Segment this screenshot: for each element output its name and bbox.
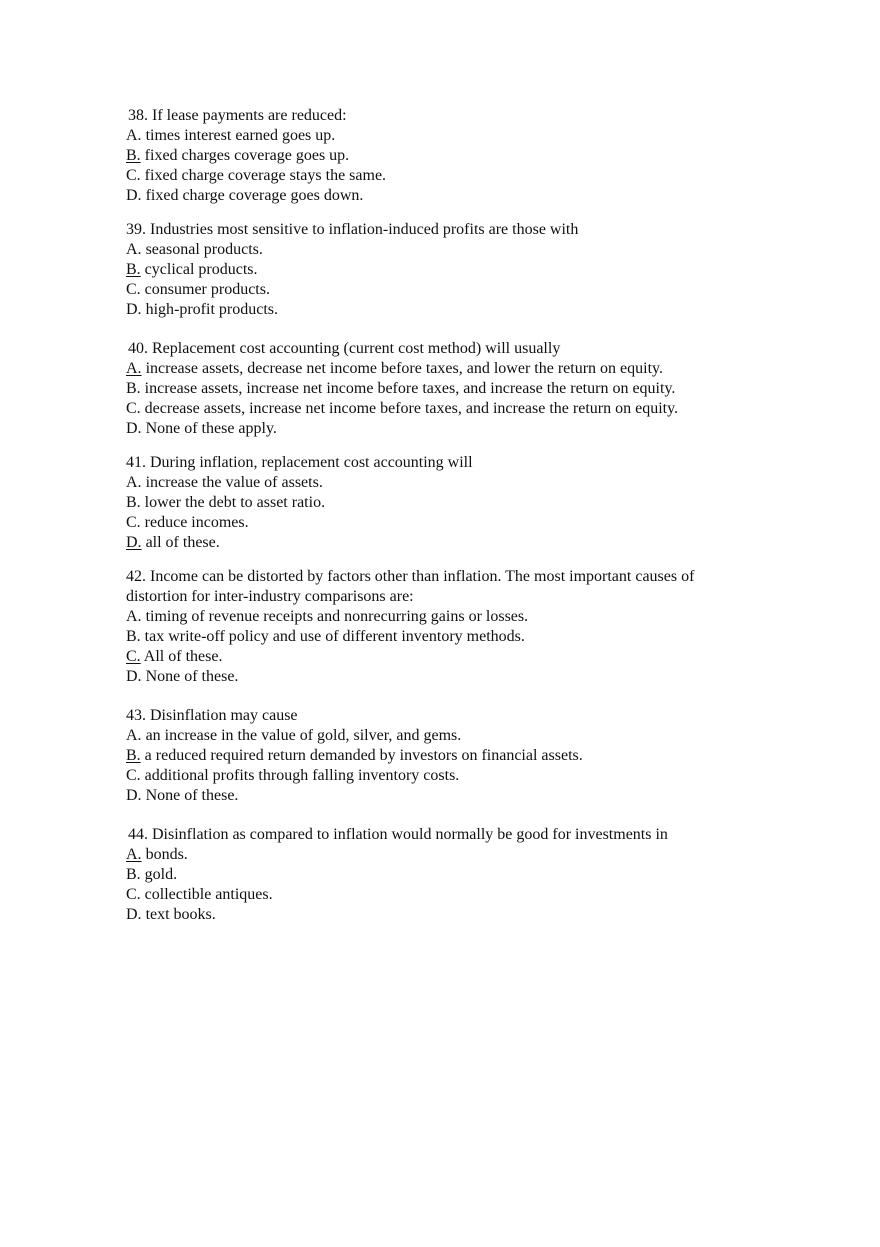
option-text: fixed charges coverage goes up.: [144, 147, 350, 164]
option-letter: C.: [126, 167, 141, 184]
option-text: a reduced required return demanded by investors on financial assets.: [144, 747, 583, 764]
option-text: consumer products.: [144, 281, 270, 298]
answer-option: [126, 419, 766, 439]
question-stem: 38. If lease payments are reduced:: [128, 107, 347, 124]
option-text: collectible antiques.: [144, 886, 273, 903]
option-letter: D.: [126, 301, 142, 318]
option-text: timing of revenue receipts and nonrecurring gains or losses.: [145, 608, 529, 625]
option-text: text books.: [145, 906, 216, 923]
option-text: times interest earned goes up.: [145, 127, 336, 144]
option-letter-correct: A.: [126, 846, 142, 863]
answer-option: [126, 845, 766, 865]
option-text: seasonal products.: [145, 241, 263, 258]
option-letter: B.: [126, 494, 141, 511]
option-text: all of these.: [145, 534, 220, 551]
option-text: cyclical products.: [144, 261, 258, 278]
answer-option: [126, 473, 766, 493]
option-letter: A.: [126, 241, 142, 258]
option-letter: A.: [126, 608, 142, 625]
option-text: fixed charge coverage stays the same.: [144, 167, 387, 184]
answer-option: [126, 399, 766, 419]
option-text: lower the debt to asset ratio.: [144, 494, 326, 511]
option-letter: B.: [126, 628, 141, 645]
answer-option: [126, 280, 766, 300]
answer-option: [126, 513, 766, 533]
question-stem: 44. Disinflation as compared to inflation would normally be good for investments in: [128, 826, 668, 843]
option-text: increase assets, decrease net income before taxes, and lower the return on equity.: [145, 360, 663, 377]
answer-option: [126, 166, 766, 186]
option-text: None of these.: [145, 668, 239, 685]
option-letter: A.: [126, 727, 142, 744]
option-text: None of these.: [145, 787, 239, 804]
option-letter: C.: [126, 767, 141, 784]
question-43: [126, 706, 766, 806]
question-44: [126, 825, 766, 925]
answer-option: [126, 146, 766, 166]
option-text: increase the value of assets.: [145, 474, 323, 491]
question-40: [126, 339, 766, 439]
answer-option: [126, 379, 766, 399]
option-letter: A.: [126, 474, 142, 491]
option-letter-correct: B.: [126, 147, 141, 164]
question-stem: 39. Industries most sensitive to inflation-induced profits are those with: [126, 221, 579, 238]
answer-option: [126, 647, 756, 667]
answer-option: [126, 359, 766, 379]
option-letter: D.: [126, 420, 142, 437]
question-39: [126, 220, 766, 320]
answer-option: [126, 766, 766, 786]
answer-option: [126, 533, 766, 553]
answer-option: [126, 493, 766, 513]
option-letter: D.: [126, 668, 142, 685]
answer-option: [126, 260, 766, 280]
option-letter: D.: [126, 906, 142, 923]
option-text: None of these apply.: [145, 420, 277, 437]
option-letter: C.: [126, 514, 141, 531]
answer-option: [126, 865, 766, 885]
answer-option: [126, 905, 766, 925]
option-text: fixed charge coverage goes down.: [145, 187, 364, 204]
option-text: reduce incomes.: [144, 514, 249, 531]
option-text: tax write-off policy and use of different inventory methods.: [144, 628, 525, 645]
answer-option: [126, 746, 766, 766]
option-text: increase assets, increase net income before taxes, and increase the return on equity.: [144, 380, 676, 397]
option-letter: B.: [126, 866, 141, 883]
option-letter: D.: [126, 187, 142, 204]
option-letter: C.: [126, 281, 141, 298]
option-letter-correct: A.: [126, 360, 142, 377]
answer-option: [126, 786, 766, 806]
option-letter-correct: B.: [126, 261, 141, 278]
question-41: [126, 453, 766, 553]
option-text: gold.: [144, 866, 178, 883]
question-stem: 43. Disinflation may cause: [126, 707, 298, 724]
answer-option: [126, 126, 766, 146]
option-text: high-profit products.: [145, 301, 278, 318]
option-letter-correct: B.: [126, 747, 141, 764]
option-text: All of these.: [143, 648, 223, 665]
question-stem: 41. During inflation, replacement cost accounting will: [126, 454, 473, 471]
answer-option: [126, 726, 766, 746]
option-letter: D.: [126, 787, 142, 804]
answer-option: [126, 607, 756, 627]
question-42: [126, 567, 756, 687]
answer-option: [126, 240, 766, 260]
option-text: bonds.: [145, 846, 188, 863]
answer-option: [126, 885, 766, 905]
option-letter: B.: [126, 380, 141, 397]
answer-option: [126, 627, 756, 647]
question-stem: 42. Income can be distorted by factors other than inflation. The most important causes of distortion for inter-industry comparisons are:: [126, 568, 695, 605]
question-stem: 40. Replacement cost accounting (current cost method) will usually: [128, 340, 561, 357]
answer-option: [126, 300, 766, 320]
option-text: decrease assets, increase net income before taxes, and increase the return on equity.: [144, 400, 679, 417]
option-letter: C.: [126, 400, 141, 417]
option-letter-correct: C.: [126, 648, 141, 665]
option-letter-correct: D.: [126, 534, 142, 551]
answer-option: [126, 186, 766, 206]
answer-option: [126, 667, 756, 687]
option-text: additional profits through falling inventory costs.: [144, 767, 460, 784]
option-letter: C.: [126, 886, 141, 903]
question-38: [126, 106, 766, 206]
option-text: an increase in the value of gold, silver, and gems.: [145, 727, 462, 744]
option-letter: A.: [126, 127, 142, 144]
